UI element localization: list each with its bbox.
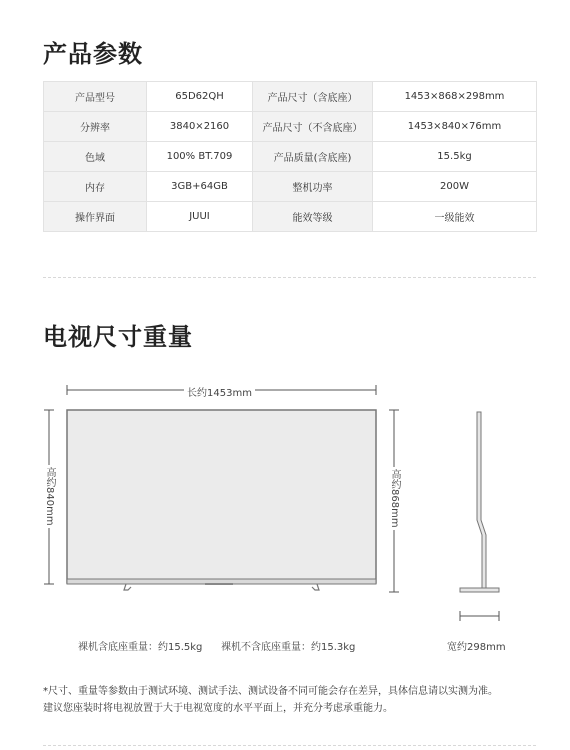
- spec-value: 3840×2160: [147, 112, 253, 142]
- section-title-size-weight: 电视尺寸重量: [43, 323, 193, 351]
- bottom-divider: [43, 745, 536, 746]
- section-title-specs: 产品参数: [43, 40, 143, 68]
- spec-value: 100% BT.709: [147, 142, 253, 172]
- depth-label: 宽约298mm: [447, 642, 506, 653]
- spec-key: 能效等级: [253, 202, 373, 232]
- note-line-2: 建议您座装时将电视放置于大于电视宽度的水平平面上，并充分考虑承重能力。: [43, 703, 393, 714]
- spec-key: 产品型号: [44, 82, 147, 112]
- spec-value: 15.5kg: [373, 142, 537, 172]
- spec-key: 内存: [44, 172, 147, 202]
- tv-front-view: [67, 410, 376, 590]
- note-line-1: *尺寸、重量等参数由于测试环境、测试手法、测试设备不同可能会存在差异，具体信息请以实测为准。: [43, 686, 498, 697]
- tv-side-view: [460, 412, 499, 592]
- spec-key: 整机功率: [253, 172, 373, 202]
- spec-value: JUUI: [147, 202, 253, 232]
- weight-with-stand: 裸机含底座重量：约15.5kg: [78, 642, 203, 653]
- spec-key: 分辨率: [44, 112, 147, 142]
- depth-dimension-line: [460, 611, 499, 621]
- spec-value: 1453×868×298mm: [373, 82, 537, 112]
- weight-without-stand: 裸机不含底座重量：约15.3kg: [221, 642, 356, 653]
- spec-key: 操作界面: [44, 202, 147, 232]
- spec-value: 3GB+64GB: [147, 172, 253, 202]
- spec-key: 色域: [44, 142, 147, 172]
- height-with-stand-label: 高约868mm: [389, 469, 400, 528]
- spec-value: 200W: [373, 172, 537, 202]
- spec-key: 产品尺寸（不含底座）: [253, 112, 373, 142]
- width-label: 长约1453mm: [184, 384, 255, 399]
- spec-value: 1453×840×76mm: [373, 112, 537, 142]
- spec-key: 产品尺寸（含底座）: [253, 82, 373, 112]
- spec-key: 产品质量(含底座): [253, 142, 373, 172]
- spec-value: 65D62QH: [147, 82, 253, 112]
- height-label: 高约840mm: [44, 467, 55, 526]
- spec-value: 一级能效: [373, 202, 537, 232]
